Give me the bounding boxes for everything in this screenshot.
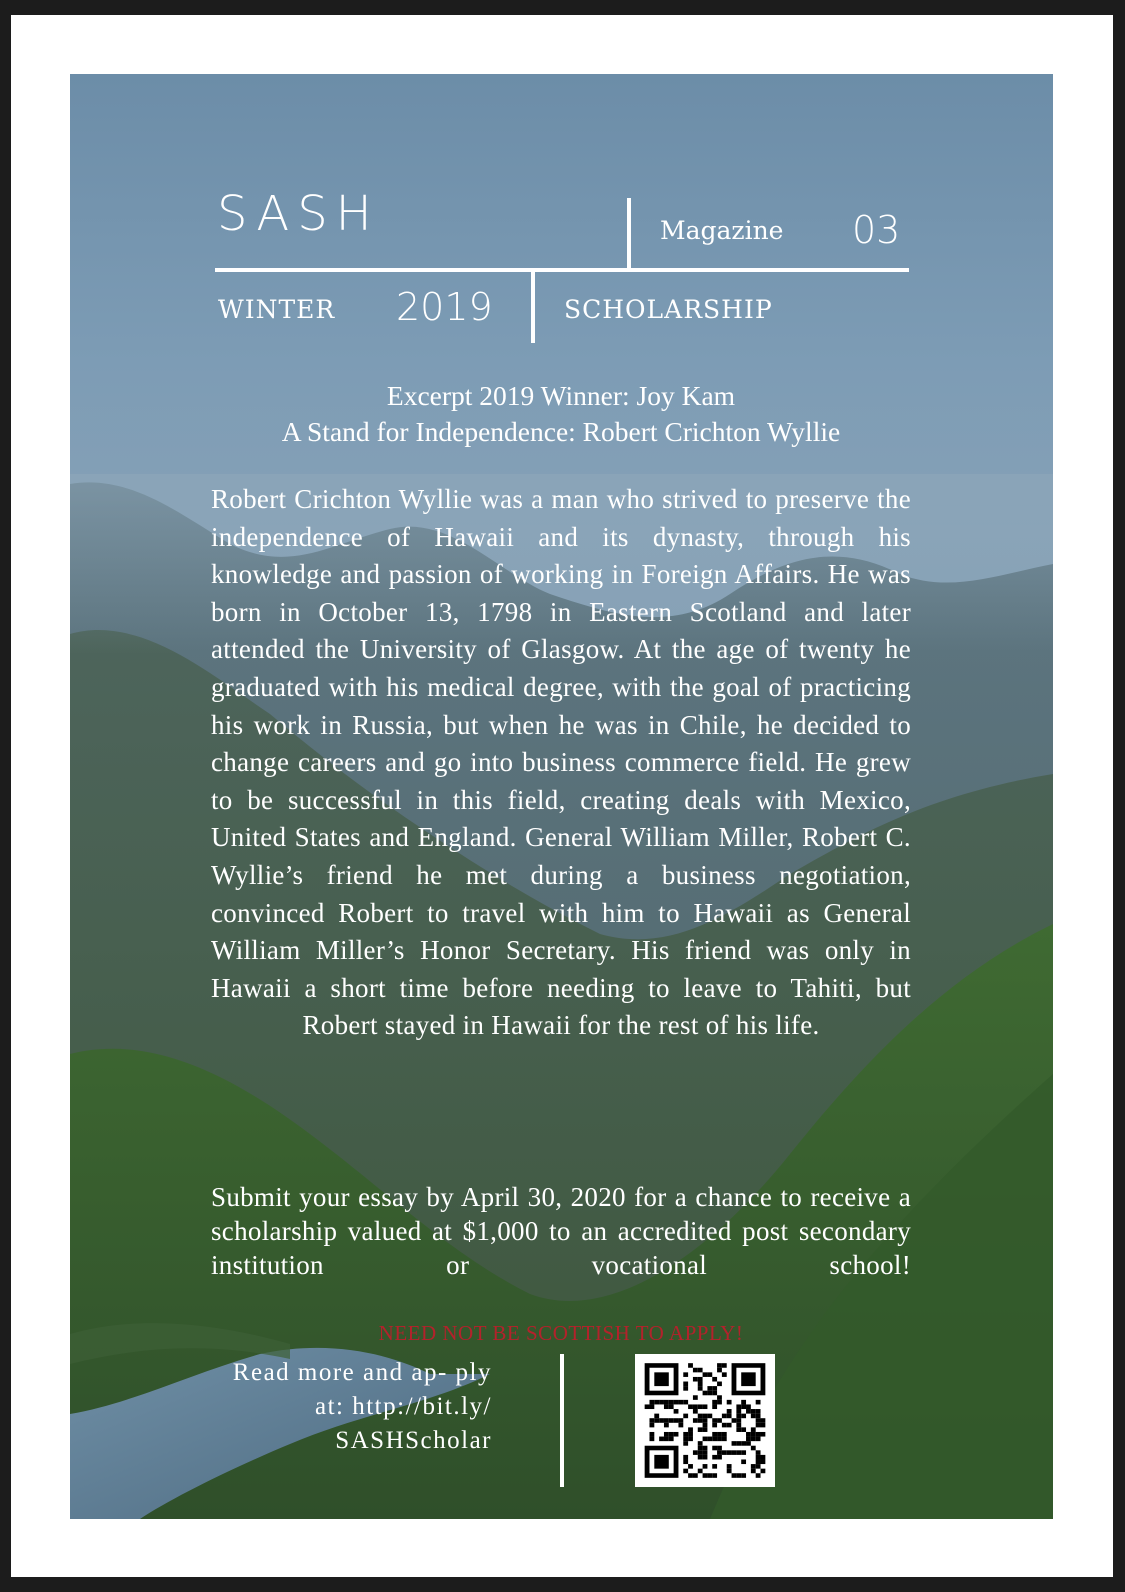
qr-code-graphic [635,1354,775,1487]
issue-season: WINTER [218,295,336,324]
article-body: Robert Crichton Wyllie was a man who strived to preserve the independence of Hawaii and its dynasty, through his knowledge and passion of working in Foreign Affairs. He was born in October 13, 1798 in Eastern Scotland and later attended the University of Glasgow. At the age of twenty he graduated with his medical degree, with the goal of practicing his work in Russia, but when he was in Chile, he decided to change careers and go into business commerce field. He grew to be successful in this field, creating deals with Mexico, United States and England. General William Miller, Robert C. Wyllie’s friend he met during a business negotiation, convinced Robert to travel with him to Hawaii as General William Miller’s Honor Secretary. His friend was only in Hawaii a short time before needing to leave to Tahiti, but Robert stayed in Hawaii for the rest of his life. [211,484,911,1041]
section-label: SCHOLARSHIP [564,295,773,324]
issue-year: 2019 [396,285,493,329]
read-more-link[interactable]: Read more and ap- ply at: http://bit.ly/ SASHScholar [232,1359,492,1454]
submit-notice: Submit your essay by April 30, 2020 for a chance to receive a scholarship valued at $1,000 to an accredited post secondary institution or vocational school! [211,1182,911,1280]
excerpt-line: Excerpt 2019 Winner: Joy Kam [386,380,736,411]
qr-code-icon[interactable] [635,1354,775,1487]
poster [70,74,1053,1519]
article-title: A Stand for Independence: Robert Crichton Wyllie [281,416,841,447]
masthead-rule [215,268,909,272]
footer-divider [560,1354,564,1487]
magazine-label: Magazine [660,216,784,245]
masthead-divider [627,198,631,270]
eligibility-note: NEED NOT BE SCOTTISH TO APPLY! [378,1321,744,1345]
masthead-divider-lower [531,272,535,343]
document-page [11,15,1113,1577]
magazine-name: SASH [217,186,380,242]
issue-number: 03 [852,208,901,252]
article-heading [211,378,911,450]
